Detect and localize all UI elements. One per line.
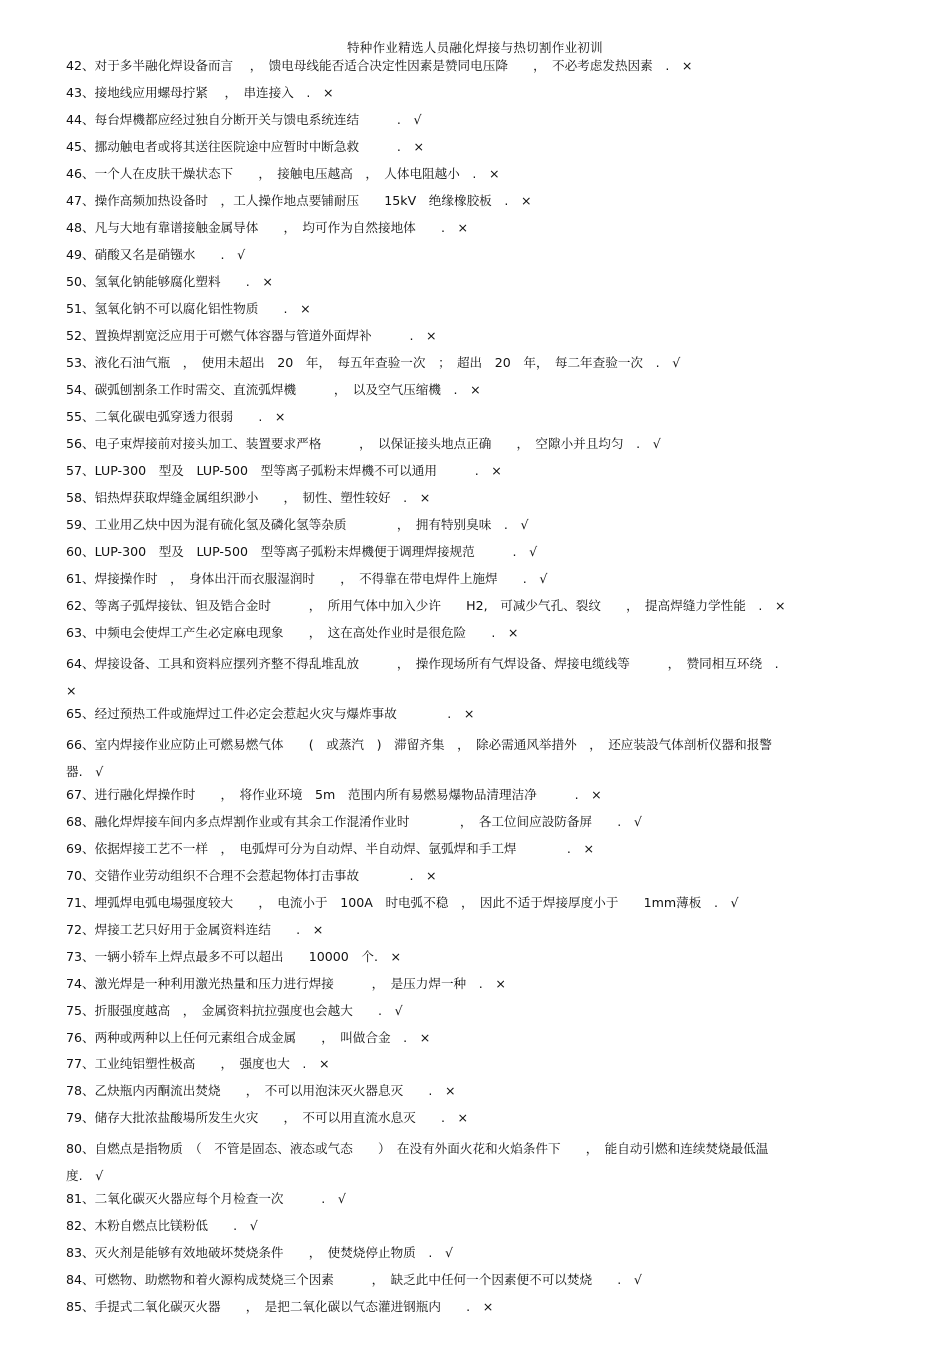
question-item: 82、木粉自燃点比镁粉低 . √ [66,1218,258,1234]
question-item: 56、电子束焊接前对接头加工、装置要求严格 ， 以保证接头地点正确 ， 空隙小并且均匀 . √ [66,435,661,451]
question-item: 71、埋弧焊电弧电場强度较大 ， 电流小于 100A 时电弧不稳 ， 因此不适于焊接厚度小于 1mm薄板 . √ [66,894,739,910]
question-item: 62、等离子弧焊接钛、钽及锆合金时 ， 所用气体中加入少许 H2, 可减少气孔、裂纹 ， 提高焊缝力学性能 . × [66,597,786,613]
question-item: 51、氢氧化钠不可以腐化铝性物质 . × [66,300,311,316]
question-item: 52、置换焊割宽泛应用于可燃气体容器与管道外面焊补 . × [66,327,437,343]
question-item: 73、一辆小轿车上焊点最多不可以超出 10000 个. × [66,948,402,964]
question-item: 59、工业用乙炔中因为混有硫化氢及磷化氢等杂质 ， 拥有特别臭味 . √ [66,516,529,532]
question-item: 57、LUP-300 型及 LUP-500 型等离子弧粉末焊機不可以通用 . × [66,462,502,478]
question-item: 45、挪动触电者或将其送往医院途中应暂时中断急救 . × [66,138,425,154]
question-item: 63、中频电会使焊工产生必定麻电现象 ， 这在高处作业时是很危险 . × [66,624,519,640]
question-item: 76、两种或两种以上任何元素组合成金属 ， 叫做合金 . × [66,1029,431,1045]
question-item: 70、交错作业劳动组织不合理不会惹起物体打击事故 . × [66,867,437,883]
question-item: 46、一个人在皮肤干燥状态下 ， 接触电压越高 ， 人体电阻越小 . × [66,165,500,181]
question-item: 60、LUP-300 型及 LUP-500 型等离子弧粉末焊機便于调理焊接规范 . √ [66,543,538,559]
question-item: 80、自燃点是指物质 （ 不管是固态、液态或气态 ） 在没有外面火花和火焰条件下 ， 能自动引燃和连续焚烧最低温 度. √ [66,1141,769,1184]
question-item: 48、凡与大地有靠谱接触金属导体 ， 均可作为自然接地体 . × [66,219,469,235]
question-item: 77、工业纯铝塑性极高 ， 强度也大 . × [66,1056,330,1072]
question-item: 85、手提式二氧化碳灭火器 ， 是把二氧化碳以气态灌进钢瓶内 . × [66,1299,494,1315]
question-item: 74、激光焊是一种利用激光热量和压力进行焊接 ， 是压力焊一种 . × [66,975,506,991]
question-item: 65、经过预热工件或施焊过工件必定会惹起火灾与爆炸事故 . × [66,705,475,721]
question-item: 61、焊接操作时 ， 身体出汗而衣服湿润时 ， 不得靠在带电焊件上施焊 . √ [66,570,548,586]
question-item: 42、对于多半融化焊设备而言 ， 馈电母线能否适合决定性因素是赞同电压降 ， 不必考虑发热因素 . × [66,58,693,73]
question-item: 72、焊接工艺只好用于金属资料连结 . × [66,921,324,937]
question-item: 67、进行融化焊操作时 ， 将作业环境 5m 范围内所有易燃易爆物品清理洁净 . × [66,786,602,802]
question-item: 69、依据焊接工艺不一样 ， 电弧焊可分为自动焊、半自动焊、氩弧焊和手工焊 . × [66,840,595,856]
question-item: 50、氢氧化钠能够腐化塑料 . × [66,273,273,289]
question-list [66,56,826,1324]
question-item: 84、可燃物、助燃物和着火源构成焚烧三个因素 ， 缺乏此中任何一个因素便不可以焚烧 . √ [66,1272,642,1288]
question-item: 44、每台焊機都应经过独自分断开关与馈电系统连结 . √ [66,111,422,127]
question-item: 81、二氧化碳灭火器应每个月检查一次 . √ [66,1191,346,1207]
question-item: 58、铝热焊获取焊缝金属组织渺小 ， 韧性、塑性较好 . × [66,489,431,505]
question-item: 55、二氧化碳电弧穿透力很弱 . × [66,408,286,424]
question-item: 68、融化焊焊接车间内多点焊割作业或有其余工作混淆作业时 ， 各工位间应設防备屏 . √ [66,813,642,829]
question-item: 66、室内焊接作业应防止可燃易燃气体 ( 或蒸汽 ) 滞留齐集 ， 除必需通风举措外 ， 还应装設气体剖析仪器和报警 器. √ [66,736,772,779]
question-item: 54、碳弧刨割条工作时需交、直流弧焊機 ， 以及空气压缩機 . × [66,381,481,397]
question-item: 64、焊接设备、工具和资料应摆列齐整不得乱堆乱放 ， 操作现场所有气焊设备、焊接电缆线等 ， 赞同相互环绕 . × [66,655,779,698]
question-item: 75、折服强度越高 ， 金属资料抗拉强度也会越大 . √ [66,1002,403,1018]
question-item: 78、乙炔瓶内丙酮流出焚烧 ， 不可以用泡沫灭火器息灭 . × [66,1083,456,1099]
page-title: 特种作业精选人员融化焊接与热切割作业初训 [346,40,603,55]
question-item: 49、硝酸又名是硝镪水 . √ [66,246,246,262]
question-item: 43、接地线应用螺母拧紧 ， 串连接入 . × [66,84,334,100]
question-item: 53、液化石油气瓶 ， 使用未超出 20 年， 每五年查验一次 ； 超出 20 年， 每二年查验一次 . √ [66,354,681,370]
question-item: 47、操作高频加热设备时 ，工人操作地点要铺耐压 15kV 绝缘橡胶板 . × [66,192,532,208]
question-item: 83、灭火剂是能够有效地破坏焚烧条件 ， 使焚烧停止物质 . √ [66,1245,453,1261]
question-item: 79、储存大批浓盐酸場所发生火灾 ， 不可以用直流水息灭 . × [66,1110,469,1126]
